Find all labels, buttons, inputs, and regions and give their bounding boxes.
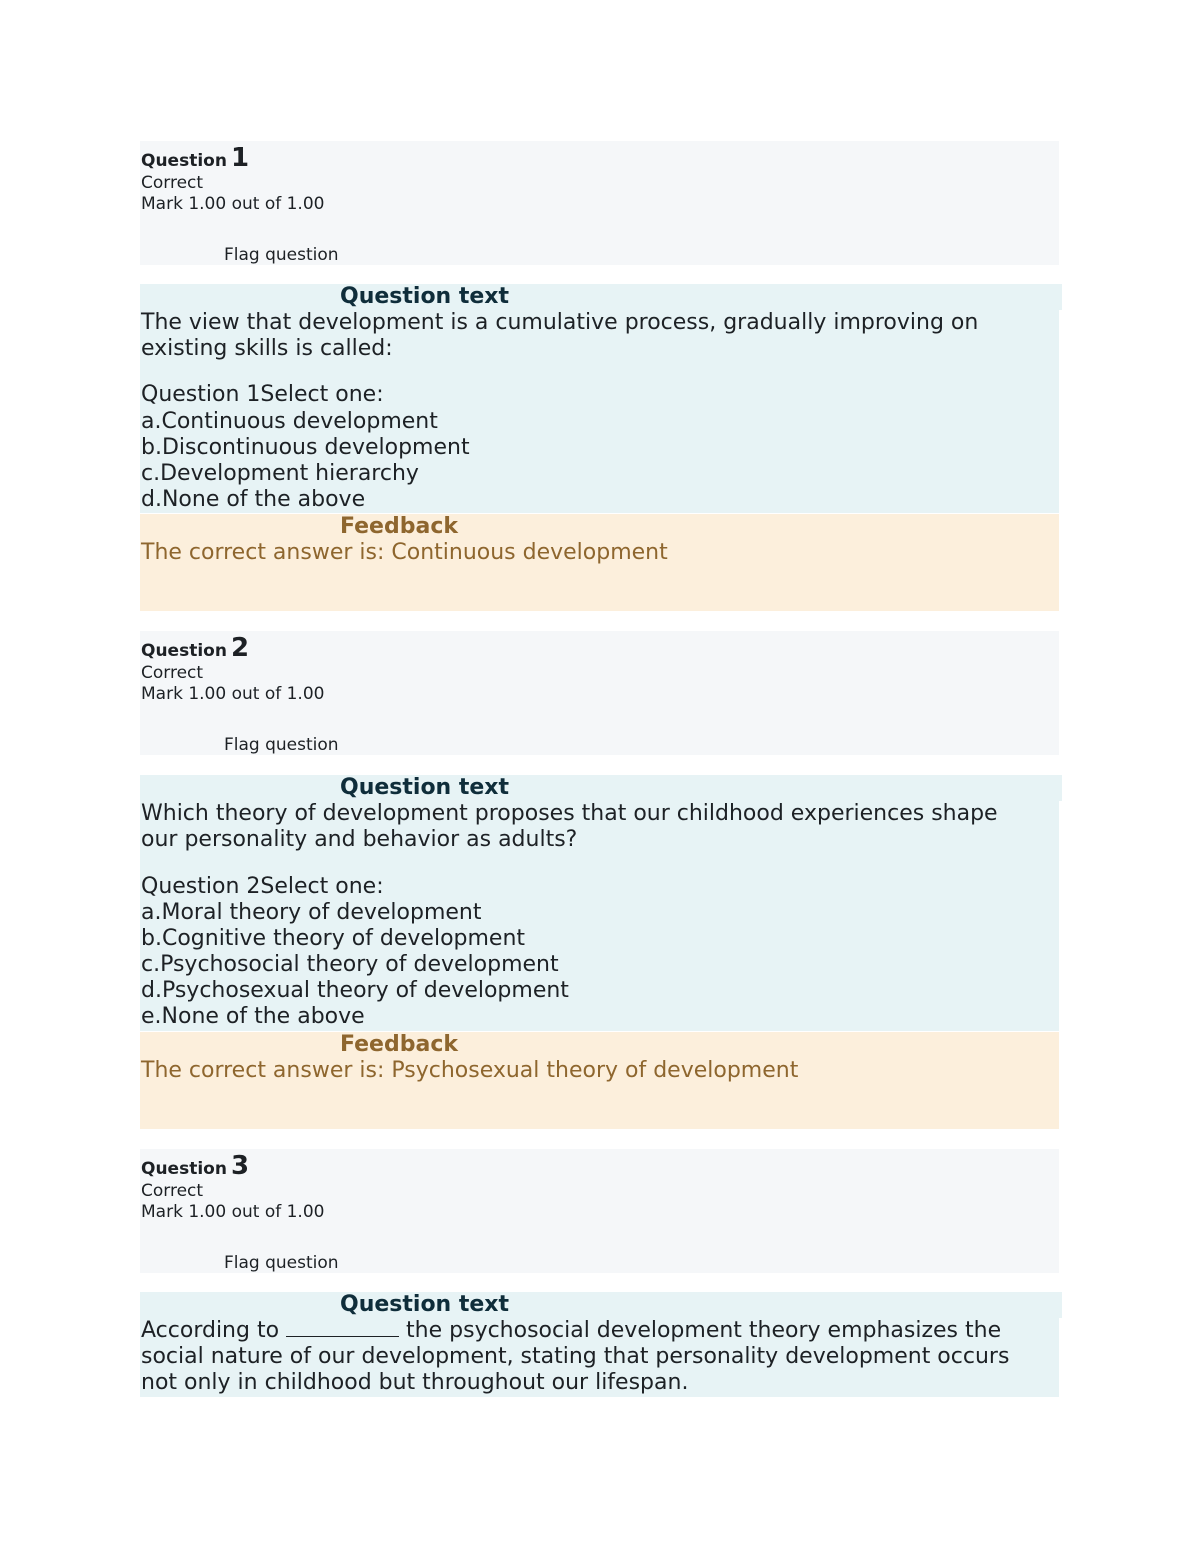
question-label: Question — [141, 641, 227, 661]
question-1-prompt: Question 1Select one: — [141, 382, 384, 407]
question-label: Question — [141, 1159, 227, 1179]
answer-option[interactable]: c.Psychosocial theory of development — [141, 952, 559, 977]
answer-option[interactable]: e.None of the above — [141, 1004, 365, 1029]
question-1-right-answer: The correct answer is: Continuous development — [141, 540, 668, 565]
question-1-state: Correct — [141, 173, 204, 193]
question-1-text: The view that development is a cumulative process, gradually improving on existing skills is called: — [141, 310, 979, 361]
question-text-heading: Question text — [340, 1292, 510, 1317]
question-2-text: Which theory of development proposes that our childhood experiences shape our personality and behavior as adults? — [141, 801, 998, 852]
question-1-grade: Mark 1.00 out of 1.00 — [141, 194, 325, 214]
question-1-flag-link[interactable]: Flag question — [224, 245, 339, 265]
question-1-answers — [141, 409, 470, 513]
feedback-heading: Feedback — [340, 1032, 458, 1057]
feedback-heading: Feedback — [340, 514, 458, 539]
answer-option[interactable]: c.Development hierarchy — [141, 461, 419, 486]
question-number: 2 — [230, 633, 250, 663]
question-2-number — [141, 633, 249, 663]
question-number: 1 — [230, 143, 250, 173]
fill-in-blank — [286, 1318, 399, 1337]
question-2-right-answer: The correct answer is: Psychosexual theory of development — [141, 1058, 799, 1083]
answer-option[interactable]: d.None of the above — [141, 487, 366, 512]
question-text-heading: Question text — [340, 775, 510, 800]
question-1-number — [141, 143, 249, 173]
question-3-text-end: the psychosocial development theory emphasizes the social nature of our development, stating that personality development occurs not only in childhood but throughout our lifespan. — [141, 1318, 1010, 1395]
question-1-formulation — [140, 284, 1059, 513]
question-3-formulation — [140, 1292, 1059, 1397]
question-text-heading: Question text — [340, 284, 510, 309]
question-2-state: Correct — [141, 663, 204, 683]
answer-option[interactable]: b.Cognitive theory of development — [141, 926, 526, 951]
question-3-text-start: According to — [141, 1318, 280, 1343]
question-2-feedback — [140, 1032, 1059, 1129]
question-2-grade: Mark 1.00 out of 1.00 — [141, 684, 325, 704]
question-3-number — [141, 1151, 249, 1181]
question-2-info — [140, 631, 1059, 755]
question-2-answers — [141, 900, 569, 1030]
question-3-text — [141, 1318, 1041, 1396]
question-1-feedback — [140, 514, 1059, 611]
answer-option[interactable]: a.Continuous development — [141, 409, 438, 434]
question-3-info — [140, 1149, 1059, 1273]
question-1-info — [140, 141, 1059, 265]
question-number: 3 — [230, 1151, 250, 1181]
question-3-state: Correct — [141, 1181, 204, 1201]
answer-option[interactable]: b.Discontinuous development — [141, 435, 470, 460]
answer-option[interactable]: d.Psychosexual theory of development — [141, 978, 569, 1003]
question-3-grade: Mark 1.00 out of 1.00 — [141, 1202, 325, 1222]
question-label: Question — [141, 151, 227, 171]
question-2-prompt: Question 2Select one: — [141, 874, 384, 899]
answer-option[interactable]: a.Moral theory of development — [141, 900, 482, 925]
question-2-formulation — [140, 775, 1059, 1031]
question-3-flag-link[interactable]: Flag question — [224, 1253, 339, 1273]
question-2-flag-link[interactable]: Flag question — [224, 735, 339, 755]
